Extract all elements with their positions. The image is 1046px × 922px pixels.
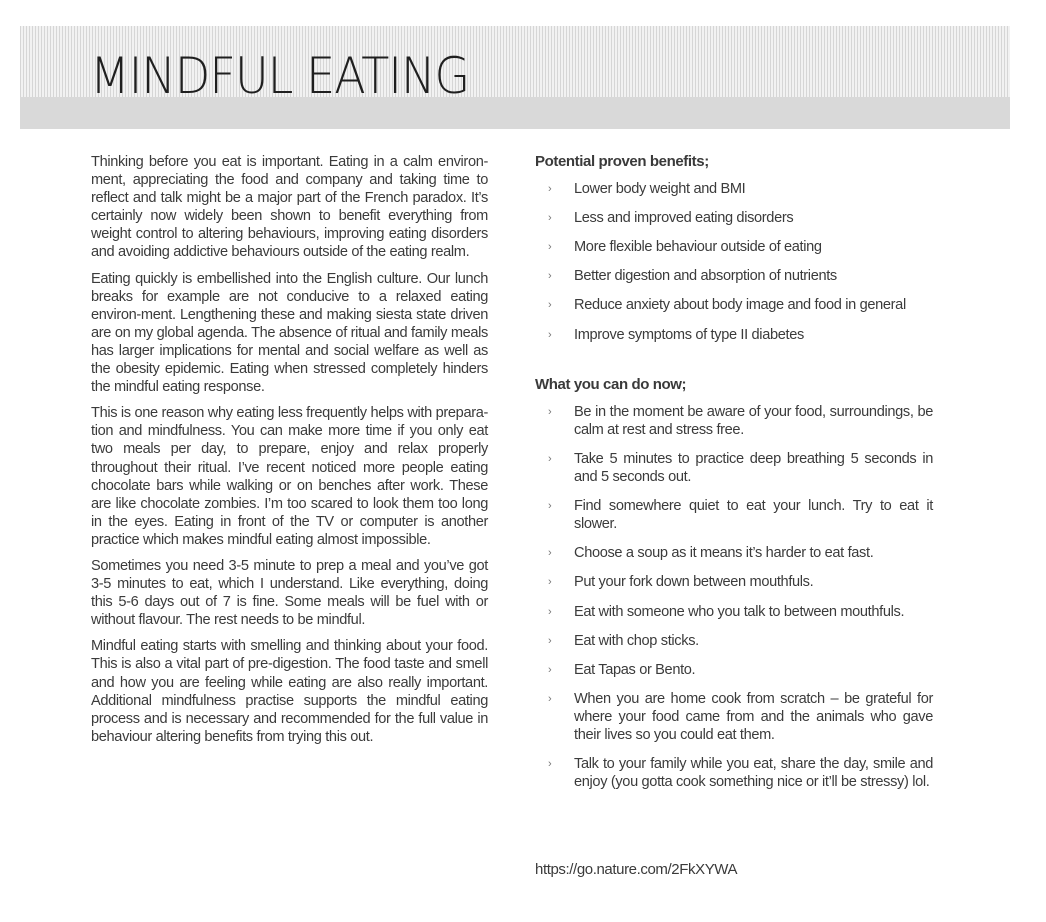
paragraph-1: Thinking before you eat is important. Eating in a calm environ-ment, appreciating the food and company and taking time to reflect and talk might be a major part of the French paradox. It’s certainly now widely been shown to benefit everything from weight control to altering behaviours, improving eating disorders and avoiding addictive behaviours outside of the eating realm. [91, 154, 488, 261]
list-item [535, 690, 933, 744]
chevron-right-icon: › [548, 270, 552, 283]
paragraph-3: This is one reason why eating less frequently helps with prepara-tion and mindfulness. You can make more time if you only eat two meals per day, to prepare, enjoy and relax properly throughout their ritual. I’ve recent noticed more people eating chocolate bars while walking or on benches after work. These are like chocolate zombies. I’m too scared to look them too long in the eyes. Eating in front of the TV or computer is another practice which makes mindful eating almost impossible. [91, 405, 488, 548]
benefit-text: More flexible behaviour outside of eating [574, 239, 822, 256]
left-column [91, 153, 488, 754]
action-text: Find somewhere quiet to eat your lunch. Try to eat it slower. [574, 498, 933, 533]
list-item [535, 603, 933, 621]
chevron-right-icon: › [548, 299, 552, 312]
list-item [535, 296, 933, 314]
chevron-right-icon: › [548, 547, 552, 560]
action-text: Eat with chop sticks. [574, 632, 699, 649]
benefits-heading: Potential proven benefits; [535, 153, 709, 170]
list-item [535, 755, 933, 791]
list-item [535, 267, 933, 285]
action-text: When you are home cook from scratch – be grateful for where your food came from and the animals who gave their lives so you could eat them. [574, 690, 933, 743]
list-item [535, 403, 933, 439]
action-text: Eat with someone who you talk to between mouthfuls. [574, 603, 905, 620]
action-text: Eat Tapas or Bento. [574, 661, 696, 678]
list-item [535, 573, 933, 591]
action-text: Choose a soup as it means it’s harder to eat fast. [574, 545, 874, 562]
chevron-right-icon: › [548, 576, 552, 589]
benefit-text: Less and improved eating disorders [574, 210, 794, 227]
chevron-right-icon: › [548, 500, 552, 513]
benefit-text: Reduce anxiety about body image and food in general [574, 297, 906, 314]
actions-heading: What you can do now; [535, 375, 687, 393]
benefit-text: Improve symptoms of type II diabetes [574, 326, 804, 343]
source-url: https://go.nature.com/2FkXYWA [535, 861, 738, 878]
list-item [535, 544, 933, 562]
action-text: Take 5 minutes to practice deep breathing 5 seconds in and 5 seconds out. [574, 450, 933, 486]
action-text: Put your fork down between mouthfuls. [574, 574, 814, 591]
chevron-right-icon: › [548, 605, 552, 618]
list-item [535, 180, 933, 198]
chevron-right-icon: › [548, 758, 552, 771]
right-column [535, 153, 933, 802]
title-banner [20, 26, 1010, 129]
paragraph-2: Eating quickly is embellished into the English culture. Our lunch breaks for example are not conducive to a relaxed eating environ-ment. Lengthening these and making siesta state driven are on my global agenda. The absence of ritual and family meals has larger implications for mental and social welfare as well as the obesity epidemic. Eating when stressed completely hinders the mindful eating response. [91, 270, 488, 396]
chevron-right-icon: › [548, 241, 552, 254]
list-item [535, 661, 933, 679]
chevron-right-icon: › [548, 183, 552, 196]
actions-list [535, 403, 933, 792]
paragraph-5: Mindful eating starts with smelling and thinking about your food. This is also a vital part of pre-digestion. The food taste and smell and how you are feeling while eating are also really important. Additional mindfulness practise supports the mindful eating process and is necessary and recommended for the full value in behaviour altering benefits from trying this out. [91, 638, 488, 745]
list-item [535, 326, 933, 344]
chevron-right-icon: › [548, 452, 552, 465]
benefits-list [535, 180, 933, 344]
paragraph-4: Sometimes you need 3-5 minute to prep a meal and you’ve got 3-5 minutes to eat, which I understand. Like everything, doing this 5-6 days out of 7 is fine. Some meals will be fuel with or without flavour. The rest needs to be mindful. [91, 557, 488, 629]
list-item [535, 632, 933, 650]
action-text: Be in the moment be aware of your food, surroundings, be calm at rest and stress free. [574, 403, 933, 438]
chevron-right-icon: › [548, 212, 552, 225]
action-text: Talk to your family while you eat, share the day, smile and enjoy (you gotta cook something nice or it’ll be stressy) lol. [574, 756, 933, 791]
chevron-right-icon: › [548, 405, 552, 418]
chevron-right-icon: › [548, 634, 552, 647]
benefit-text: Better digestion and absorption of nutrients [574, 268, 837, 285]
chevron-right-icon: › [548, 692, 552, 705]
page-title: MINDFUL EATING [90, 47, 470, 105]
list-item [535, 238, 933, 256]
chevron-right-icon: › [548, 663, 552, 676]
benefit-text: Lower body weight and BMI [574, 181, 746, 198]
list-item [535, 209, 933, 227]
chevron-right-icon: › [548, 328, 552, 341]
list-item [535, 450, 933, 486]
list-item [535, 497, 933, 533]
